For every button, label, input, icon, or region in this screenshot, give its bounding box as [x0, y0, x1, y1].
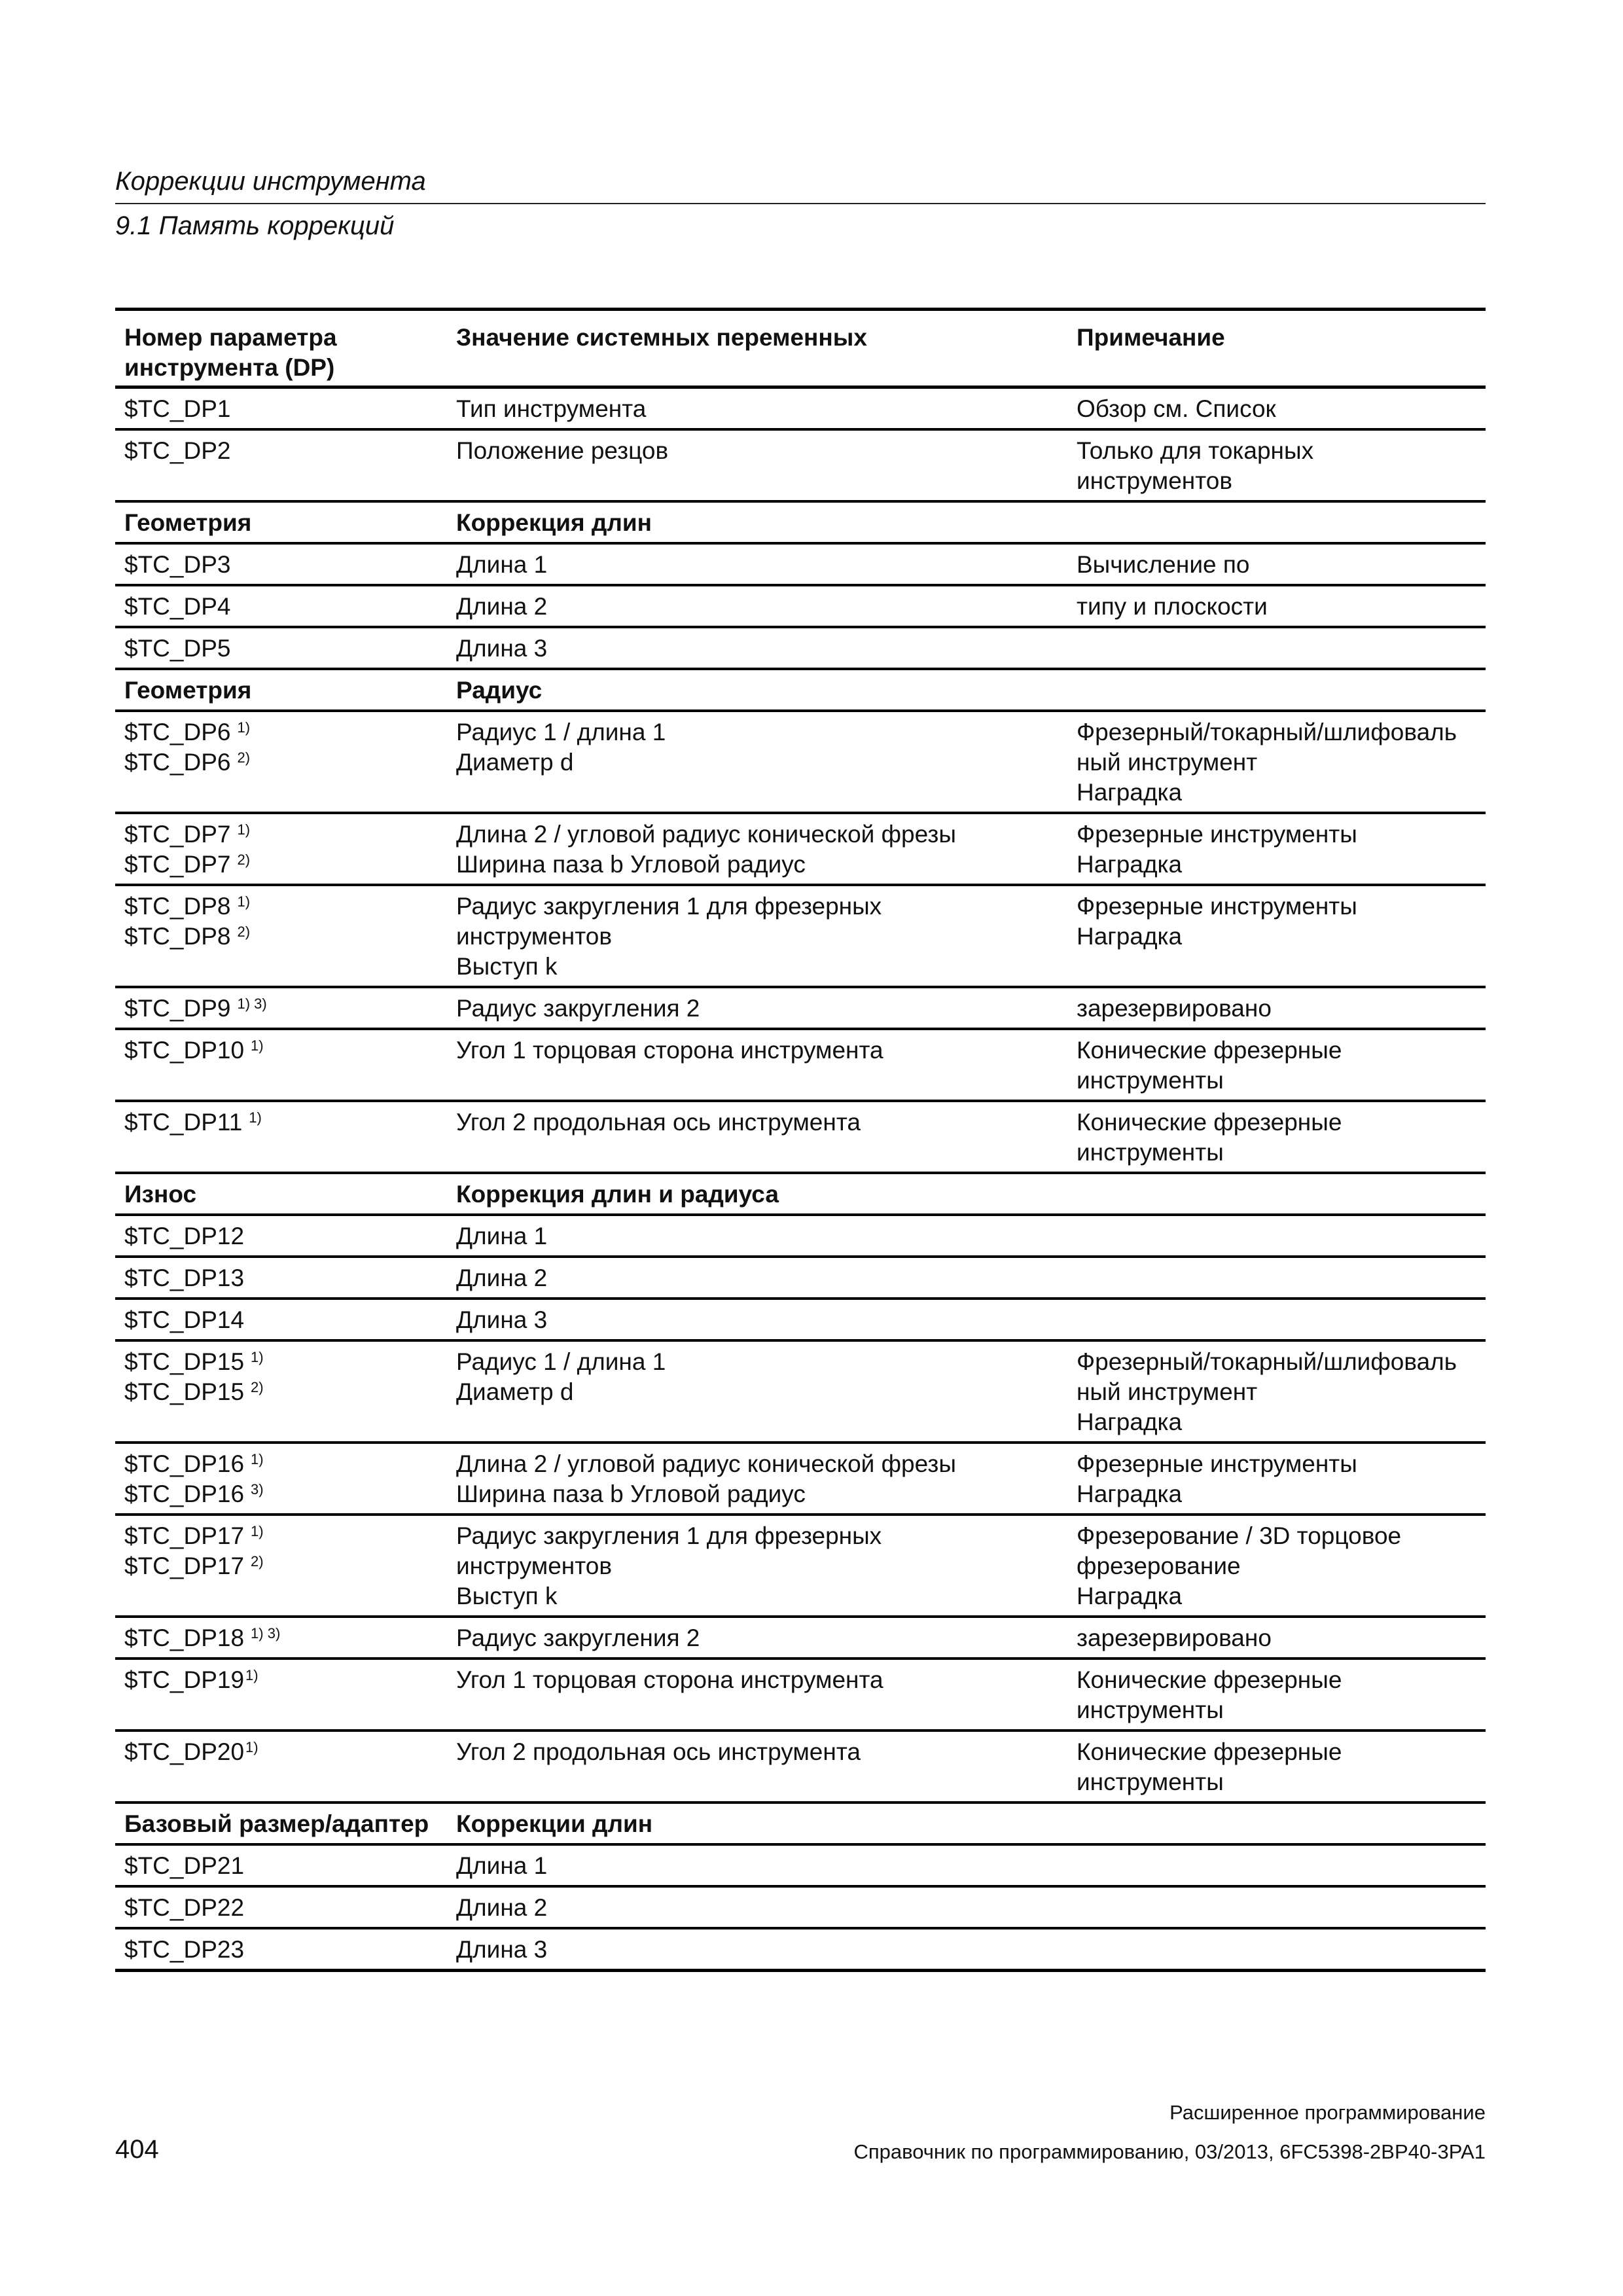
table-row: [115, 1659, 1486, 1731]
cell-parameter: [115, 1617, 447, 1659]
footer-doc-reference: Справочник по программированию, 03/2013, 6FC5398-2BP40-3PA1: [853, 2140, 1486, 2163]
table-header-row: [115, 310, 1486, 387]
meaning-line: Длина 3: [456, 1306, 548, 1333]
cell-note: [1067, 1617, 1486, 1659]
parameter-line: [124, 550, 443, 580]
page-header: [115, 164, 1486, 243]
table-group-row: [115, 501, 1486, 543]
cell-note: [1067, 1844, 1486, 1886]
parameter-line: [124, 1377, 443, 1407]
footnote-ref: 2): [237, 924, 251, 940]
parameter-name: $TC_DP9: [124, 995, 231, 1022]
footnote-ref: 2): [251, 1379, 264, 1395]
cell-meaning: [447, 1299, 1067, 1340]
parameter-name: $TC_DP17: [124, 1522, 245, 1549]
table-row: [115, 1257, 1486, 1299]
table-row: [115, 1215, 1486, 1257]
cell-note: [1067, 1803, 1486, 1844]
note-line: инструменты: [1077, 1139, 1224, 1166]
meaning-line: инструментов: [456, 1552, 613, 1579]
cell-meaning: [447, 669, 1067, 711]
cell-note: [1067, 1731, 1486, 1803]
cell-note: [1067, 1101, 1486, 1173]
cell-meaning: [447, 1173, 1067, 1215]
parameter-line: [124, 1221, 443, 1251]
parameter-name: $TC_DP20: [124, 1738, 245, 1765]
cell-parameter: [115, 1101, 447, 1173]
note-line: инструментов: [1077, 467, 1233, 494]
footnote-ref: 1): [237, 893, 251, 910]
cell-meaning: [447, 1844, 1067, 1886]
cell-note: [1067, 501, 1486, 543]
meaning-line: Коррекция длин: [456, 509, 652, 536]
cell-meaning: [447, 387, 1067, 430]
note-line: Фрезерные инструменты: [1077, 1450, 1357, 1477]
note-line: фрезерование: [1077, 1552, 1241, 1579]
parameter-line: [124, 819, 443, 850]
meaning-line: Ширина паза b Угловой радиус: [456, 851, 806, 878]
meaning-line: Радиус 1 / длина 1: [456, 719, 666, 745]
parameter-line: [124, 1809, 443, 1839]
parameter-name: $TC_DP21: [124, 1852, 245, 1879]
cell-note: [1067, 1515, 1486, 1617]
meaning-line: Длина 1: [456, 551, 548, 578]
header-rule: [115, 203, 1486, 204]
footnote-ref: 1): [237, 719, 251, 736]
parameter-line: [124, 1623, 443, 1653]
cell-note: [1067, 711, 1486, 813]
parameter-line: [124, 1935, 443, 1965]
cell-parameter: [115, 813, 447, 885]
footnote-ref: 2): [237, 749, 251, 766]
table-row: [115, 1340, 1486, 1443]
cell-parameter: [115, 1886, 447, 1928]
table-row: [115, 1731, 1486, 1803]
cell-parameter: [115, 1257, 447, 1299]
meaning-line: Диаметр d: [456, 1378, 574, 1405]
meaning-line: Длина 3: [456, 635, 548, 662]
meaning-line: Угол 2 продольная ось инструмента: [456, 1109, 861, 1136]
table-row: [115, 627, 1486, 669]
cell-parameter: [115, 543, 447, 585]
parameter-name: $TC_DP4: [124, 593, 231, 620]
footnote-ref: 1): [251, 1451, 264, 1467]
note-line: инструменты: [1077, 1696, 1224, 1723]
footnote-ref: 1): [237, 821, 251, 838]
parameter-line: [124, 394, 443, 424]
meaning-line: Длина 1: [456, 1223, 548, 1249]
parameter-name: $TC_DP15: [124, 1378, 245, 1405]
parameter-name: $TC_DP19: [124, 1666, 245, 1693]
footnote-ref: 1): [251, 1523, 264, 1539]
cell-meaning: [447, 1257, 1067, 1299]
cell-parameter: [115, 1844, 447, 1886]
cell-meaning: [447, 1340, 1067, 1443]
note-line: Фрезерные инструменты: [1077, 821, 1357, 848]
section-title: 9.1 Память коррекций: [115, 211, 395, 240]
table-row: [115, 987, 1486, 1029]
cell-meaning: [447, 1659, 1067, 1731]
cell-parameter: [115, 1659, 447, 1731]
cell-parameter: [115, 1928, 447, 1971]
cell-meaning: [447, 813, 1067, 885]
note-line: ный инструмент: [1077, 749, 1258, 776]
meaning-line: Угол 1 торцовая сторона инструмента: [456, 1037, 883, 1064]
cell-parameter: [115, 501, 447, 543]
column-header-meaning: Значение системных переменных: [447, 310, 1067, 387]
cell-meaning: [447, 1731, 1067, 1803]
parameter-name: Геометрия: [124, 677, 252, 704]
cell-meaning: [447, 1886, 1067, 1928]
cell-parameter: [115, 1731, 447, 1803]
note-line: инструменты: [1077, 1067, 1224, 1094]
parameter-line: [124, 1737, 443, 1767]
cell-note: [1067, 669, 1486, 711]
cell-meaning: [447, 1928, 1067, 1971]
footnote-ref: 2): [251, 1553, 264, 1570]
note-line: Вычисление по: [1077, 551, 1250, 578]
meaning-line: Длина 3: [456, 1936, 548, 1963]
meaning-line: Коррекции длин: [456, 1810, 653, 1837]
note-line: Фрезерные инструменты: [1077, 893, 1357, 920]
cell-parameter: [115, 429, 447, 501]
meaning-line: Радиус 1 / длина 1: [456, 1348, 666, 1375]
footnote-ref: 1): [249, 1109, 262, 1126]
parameter-name: $TC_DP13: [124, 1265, 245, 1291]
parameter-line: [124, 747, 443, 778]
footnote-ref: 1): [251, 1349, 264, 1365]
table-group-row: [115, 1803, 1486, 1844]
meaning-line: Длина 2: [456, 1894, 548, 1921]
parameter-name: $TC_DP23: [124, 1936, 245, 1963]
cell-meaning: [447, 429, 1067, 501]
meaning-line: Положение резцов: [456, 437, 669, 464]
parameter-line: [124, 675, 443, 706]
meaning-line: Выступ k: [456, 1583, 558, 1609]
cell-parameter: [115, 711, 447, 813]
cell-meaning: [447, 1443, 1067, 1515]
note-line: Только для токарных: [1077, 437, 1314, 464]
note-line: Наградка: [1077, 923, 1183, 950]
parameter-line: [124, 850, 443, 880]
footnote-ref: 1) 3): [251, 1625, 281, 1641]
meaning-line: Длина 2: [456, 593, 548, 620]
cell-meaning: [447, 543, 1067, 585]
parameter-line: [124, 922, 443, 952]
cell-note: [1067, 585, 1486, 627]
footnote-ref: 3): [251, 1481, 264, 1498]
cell-meaning: [447, 885, 1067, 987]
meaning-line: Радиус закругления 2: [456, 1624, 700, 1651]
note-line: Конические фрезерные: [1077, 1738, 1342, 1765]
cell-meaning: [447, 1215, 1067, 1257]
table-row: [115, 1617, 1486, 1659]
parameter-name: $TC_DP15: [124, 1348, 245, 1375]
parameter-name: Износ: [124, 1181, 197, 1208]
meaning-line: Длина 2 / угловой радиус конической фрезы: [456, 821, 956, 848]
cell-note: [1067, 885, 1486, 987]
parameter-name: $TC_DP11: [124, 1109, 243, 1136]
parameter-line: [124, 1107, 443, 1138]
note-line: Конические фрезерные: [1077, 1666, 1342, 1693]
table-row: [115, 585, 1486, 627]
parameter-name: $TC_DP12: [124, 1223, 245, 1249]
parameter-line: [124, 1179, 443, 1210]
note-line: Наградка: [1077, 1480, 1183, 1507]
meaning-line: Длина 2: [456, 1265, 548, 1291]
note-line: ный инструмент: [1077, 1378, 1258, 1405]
meaning-line: Радиус закругления 1 для фрезерных: [456, 893, 882, 920]
cell-meaning: [447, 987, 1067, 1029]
parameter-name: $TC_DP1: [124, 395, 231, 422]
cell-note: [1067, 1659, 1486, 1731]
meaning-line: Длина 1: [456, 1852, 548, 1879]
parameter-name: Базовый размер/адаптер: [124, 1810, 429, 1837]
note-line: Фрезерный/токарный/шлифоваль: [1077, 1348, 1457, 1375]
cell-note: [1067, 1215, 1486, 1257]
note-line: Фрезерование / 3D торцовое: [1077, 1522, 1402, 1549]
cell-meaning: [447, 711, 1067, 813]
cell-note: [1067, 813, 1486, 885]
meaning-line: Радиус: [456, 677, 543, 704]
parameter-name: $TC_DP18: [124, 1624, 245, 1651]
page-number: 404: [115, 2135, 159, 2164]
parameter-line: [124, 1035, 443, 1066]
table-row: [115, 387, 1486, 430]
note-line: инструменты: [1077, 1768, 1224, 1795]
parameter-line: [124, 1851, 443, 1881]
parameter-name: $TC_DP10: [124, 1037, 245, 1064]
cell-note: [1067, 987, 1486, 1029]
parameter-name: $TC_DP14: [124, 1306, 245, 1333]
parameter-line: [124, 1347, 443, 1377]
table-row: [115, 1515, 1486, 1617]
cell-parameter: [115, 627, 447, 669]
cell-parameter: [115, 1340, 447, 1443]
cell-parameter: [115, 1299, 447, 1340]
parameter-name: $TC_DP3: [124, 551, 231, 578]
parameter-line: [124, 1551, 443, 1581]
parameter-line: [124, 1521, 443, 1551]
footnote-ref: 1): [245, 1739, 259, 1755]
parameter-line: [124, 592, 443, 622]
table-row: [115, 429, 1486, 501]
cell-note: [1067, 1928, 1486, 1971]
meaning-line: Радиус закругления 2: [456, 995, 700, 1022]
meaning-line: Диаметр d: [456, 749, 574, 776]
parameter-line: [124, 634, 443, 664]
parameter-line: [124, 1305, 443, 1335]
cell-note: [1067, 627, 1486, 669]
cell-meaning: [447, 1029, 1067, 1101]
cell-note: [1067, 1173, 1486, 1215]
meaning-line: Коррекция длин и радиуса: [456, 1181, 779, 1208]
cell-meaning: [447, 627, 1067, 669]
cell-parameter: [115, 1215, 447, 1257]
table-row: [115, 1928, 1486, 1971]
parameter-line: [124, 436, 443, 466]
footer-book-title: Расширенное программирование: [1169, 2101, 1486, 2124]
note-line: Наградка: [1077, 779, 1183, 806]
footnote-ref: 2): [237, 852, 251, 868]
parameter-name: $TC_DP16: [124, 1480, 245, 1507]
note-line: Наградка: [1077, 1583, 1183, 1609]
meaning-line: Ширина паза b Угловой радиус: [456, 1480, 806, 1507]
note-line: Обзор см. Список: [1077, 395, 1276, 422]
note-line: Конические фрезерные: [1077, 1109, 1342, 1136]
parameter-line: [124, 1665, 443, 1695]
note-line: Конические фрезерные: [1077, 1037, 1342, 1064]
cell-note: [1067, 1299, 1486, 1340]
parameter-table: [115, 308, 1486, 1972]
cell-parameter: [115, 885, 447, 987]
note-line: Фрезерный/токарный/шлифоваль: [1077, 719, 1457, 745]
table-row: [115, 1844, 1486, 1886]
cell-note: [1067, 1257, 1486, 1299]
parameter-name: Геометрия: [124, 509, 252, 536]
cell-meaning: [447, 585, 1067, 627]
cell-parameter: [115, 387, 447, 430]
parameter-name: $TC_DP22: [124, 1894, 245, 1921]
table-group-row: [115, 669, 1486, 711]
cell-parameter: [115, 1443, 447, 1515]
parameter-line: [124, 994, 443, 1024]
cell-note: [1067, 1340, 1486, 1443]
cell-note: [1067, 387, 1486, 430]
meaning-line: Угол 2 продольная ось инструмента: [456, 1738, 861, 1765]
table-group-row: [115, 1173, 1486, 1215]
cell-note: [1067, 1443, 1486, 1515]
meaning-line: Тип инструмента: [456, 395, 647, 422]
cell-meaning: [447, 1101, 1067, 1173]
table-row: [115, 813, 1486, 885]
parameter-line: [124, 891, 443, 922]
table-row: [115, 885, 1486, 987]
cell-note: [1067, 1029, 1486, 1101]
table-row: [115, 1443, 1486, 1515]
note-line: Наградка: [1077, 851, 1183, 878]
cell-parameter: [115, 669, 447, 711]
column-header-dp: Номер параметра инструмента (DP): [115, 310, 447, 387]
column-header-note: Примечание: [1067, 310, 1486, 387]
parameter-line: [124, 508, 443, 538]
parameter-name: $TC_DP7: [124, 821, 231, 848]
table-row: [115, 1101, 1486, 1173]
parameter-line: [124, 1893, 443, 1923]
parameter-line: [124, 717, 443, 747]
parameter-name: $TC_DP5: [124, 635, 231, 662]
parameter-name: $TC_DP2: [124, 437, 231, 464]
meaning-line: Длина 2 / угловой радиус конической фрезы: [456, 1450, 956, 1477]
table-body: [115, 387, 1486, 1971]
note-line: зарезервировано: [1077, 995, 1272, 1022]
cell-meaning: [447, 1515, 1067, 1617]
footnote-ref: 1) 3): [237, 996, 267, 1012]
cell-parameter: [115, 1029, 447, 1101]
meaning-line: Выступ k: [456, 953, 558, 980]
cell-parameter: [115, 1803, 447, 1844]
table-row: [115, 711, 1486, 813]
note-line: зарезервировано: [1077, 1624, 1272, 1651]
cell-parameter: [115, 585, 447, 627]
parameter-name: $TC_DP6: [124, 719, 231, 745]
note-line: Наградка: [1077, 1408, 1183, 1435]
cell-parameter: [115, 1173, 447, 1215]
parameter-name: $TC_DP8: [124, 893, 231, 920]
meaning-line: инструментов: [456, 923, 613, 950]
parameter-line: [124, 1449, 443, 1479]
cell-note: [1067, 1886, 1486, 1928]
meaning-line: Угол 1 торцовая сторона инструмента: [456, 1666, 883, 1693]
cell-meaning: [447, 1617, 1067, 1659]
parameter-name: $TC_DP16: [124, 1450, 245, 1477]
parameter-name: $TC_DP6: [124, 749, 231, 776]
cell-parameter: [115, 987, 447, 1029]
table-row: [115, 1029, 1486, 1101]
cell-note: [1067, 429, 1486, 501]
footnote-ref: 1): [251, 1037, 264, 1054]
table-row: [115, 1886, 1486, 1928]
cell-meaning: [447, 1803, 1067, 1844]
footnote-ref: 1): [245, 1667, 259, 1683]
table-row: [115, 543, 1486, 585]
meaning-line: Радиус закругления 1 для фрезерных: [456, 1522, 882, 1549]
chapter-title: Коррекции инструмента: [115, 167, 426, 196]
parameter-line: [124, 1263, 443, 1293]
cell-parameter: [115, 1515, 447, 1617]
table-row: [115, 1299, 1486, 1340]
cell-note: [1067, 543, 1486, 585]
note-line: типу и плоскости: [1077, 593, 1268, 620]
parameter-name: $TC_DP17: [124, 1552, 245, 1579]
parameter-line: [124, 1479, 443, 1509]
cell-meaning: [447, 501, 1067, 543]
parameter-name: $TC_DP8: [124, 923, 231, 950]
parameter-name: $TC_DP7: [124, 851, 231, 878]
